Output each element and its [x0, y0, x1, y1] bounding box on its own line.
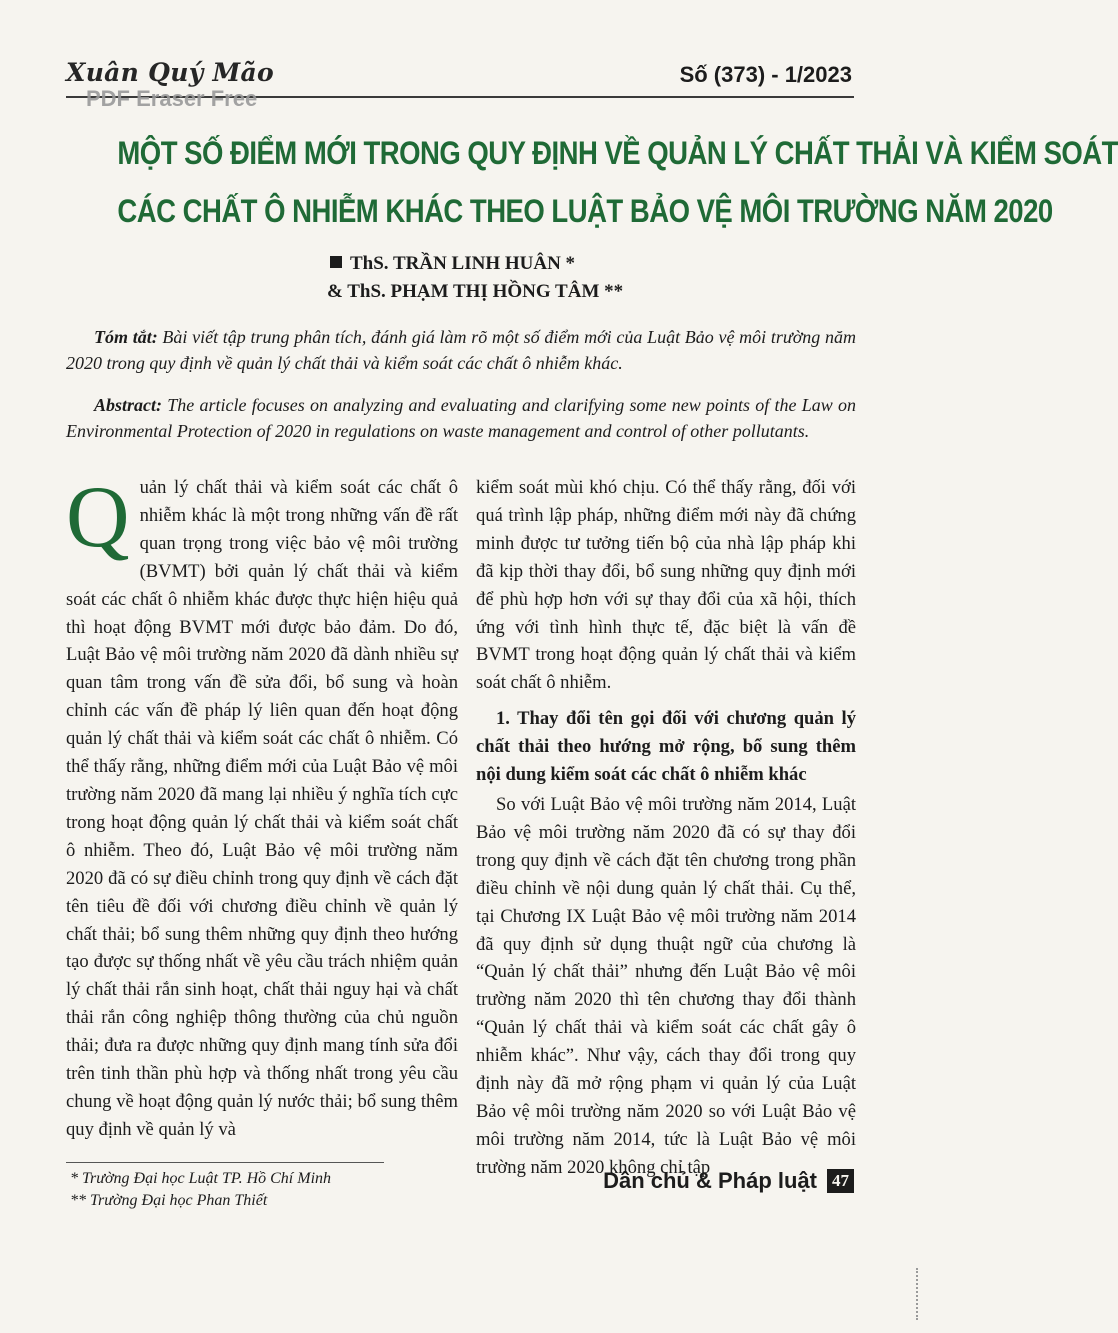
author-1-name: ThS. TRẦN LINH HUÂN * [350, 253, 576, 274]
intro-text: uản lý chất thải và kiểm soát các chất ô nhiễm khác là một trong những vấn đề rất quan trọng trong việc bảo vệ môi trường (BVMT) bởi quản lý chất thải và kiểm soát các chất ô nhiễm khác được thực hiện hiệu quả thì hoạt động BVMT mới được bảo đảm. Do đó, Luật Bảo vệ môi trường năm 2020 đã dành nhiều sự quan tâm trong vấn đề sửa đổi, bổ sung và hoàn chỉnh các vấn đề pháp lý liên quan đến hoạt động quản lý chất thải và kiểm soát các chất ô nhiễm. Có thể thấy rằng, những điểm mới của Luật Bảo vệ môi trường năm 2020 đã mang lại nhiều ý nghĩa tích cực trong hoạt động quản lý chất thải và kiểm soát chất ô nhiễm. Theo đó, Luật Bảo vệ môi trường năm 2020 đã có sự điều chỉnh trong quy định về cách đặt tên tiêu đề đối với chương điều chỉnh về quản lý chất thải; bổ sung thêm những quy định theo hướng tạo được sự thống nhất về yêu cầu trách nhiệm quản lý chất thải rắn sinh hoạt, chất thải nguy hại và chất thải rắn công nghiệp thông thường của chủ nguồn thải; đưa ra được những quy định mang tính sửa đổi trên tinh thần phù hợp và thống nhất trong yêu cầu chung về hoạt động quản lý nước thải; bổ sung thêm quy định về quản lý và [66, 477, 458, 1140]
section-1-heading: 1. Thay đổi tên gọi đối với chương quản lý chất thải theo hướng mở rộng, bổ sung thêm nội dung kiểm soát các chất ô nhiễm khác [476, 708, 856, 786]
footnotes [70, 1168, 331, 1212]
abstract-en-text: The article focuses on analyzing and evaluating and clarifying some new points of the Law on Environmental Protection of 2020 in regulations on waste management and control of other pollutants. [66, 395, 857, 441]
footnote-2: ** Trường Đại học Phan Thiết [70, 1192, 268, 1209]
issue-number: Số (373) - 1/2023 [679, 62, 852, 87]
scan-edge-mark [916, 1268, 920, 1320]
continuation-paragraph: kiểm soát mùi khó chịu. Có thể thấy rằng, đối với quá trình lập pháp, những điểm mới này đã chứng minh được tư tưởng tiến bộ của nhà lập pháp khi đã kịp thời thay đổi, bổ sung những quy định mới để phù hợp hơn với sự thay đổi của xã hội, thích ứng với tình hình thực tế, đặc biệt là vấn đề BVMT trong hoạt động quản lý chất thải và kiểm soát chất ô nhiễm. [476, 477, 856, 694]
abstract-vi-label: Tóm tắt: [94, 327, 158, 347]
issue-theme: Xuân Quý Mão [66, 58, 274, 87]
section-1-body: So với Luật Bảo vệ môi trường năm 2014, Luật Bảo vệ môi trường năm 2020 đã có sự thay đổi trong quy định về cách đặt tên chương trong phần điều chỉnh về nội dung quản lý chất thải. Cụ thể, tại Chương IX Luật Bảo vệ môi trường năm 2014 đã quy định sử dụng thuật ngữ của chương là “Quản lý chất thải” nhưng đến Luật Bảo vệ môi trường năm 2020 thì tên chương thay đổi thành “Quản lý chất thải và kiểm soát các chất gây ô nhiễm khác”. Như vậy, cách thay đổi trong quy định này đã mở rộng phạm vi quản lý của Luật Bảo vệ môi trường năm 2020 so với Luật Bảo vệ môi trường năm 2014, tức là Luật Bảo vệ môi trường năm 2020 không chỉ tập [476, 793, 856, 1178]
square-bullet-icon [330, 256, 342, 268]
column-right [476, 474, 856, 1182]
title-line-2: CÁC CHẤT Ô NHIỄM KHÁC THEO LUẬT BẢO VỆ MÔI TRƯỜNG NĂM 2020 [117, 193, 1053, 229]
footnote-divider [66, 1162, 384, 1163]
footer-branding [603, 1168, 854, 1194]
abstract-en [66, 392, 856, 444]
author-2: & ThS. PHẠM THỊ HỒNG TÂM ** [327, 281, 624, 302]
column-left [66, 469, 458, 1144]
article-title [117, 124, 1118, 240]
abstract-vi-text: Bài viết tập trung phân tích, đánh giá làm rõ một số điểm mới của Luật Bảo vệ môi trường năm 2020 trong quy định về quản lý chất thải và kiểm soát các chất ô nhiễm khác. [66, 327, 857, 373]
page-number: 47 [827, 1169, 854, 1193]
abstract-vi [66, 324, 856, 376]
abstract-en-label: Abstract: [94, 395, 163, 415]
footnote-1: * Trường Đại học Luật TP. Hồ Chí Minh [70, 1170, 332, 1187]
dropcap: Q [66, 469, 130, 566]
intro-paragraph [66, 469, 458, 1144]
magazine-name: Dân chủ & Pháp luật [603, 1168, 817, 1193]
watermark: PDF Eraser Free [86, 86, 258, 111]
author-1 [330, 250, 575, 278]
title-line-1: MỘT SỐ ĐIỂM MỚI TRONG QUY ĐỊNH VỀ QUẢN LÝ CHẤT THẢI VÀ KIỂM SOÁT [117, 135, 1118, 171]
